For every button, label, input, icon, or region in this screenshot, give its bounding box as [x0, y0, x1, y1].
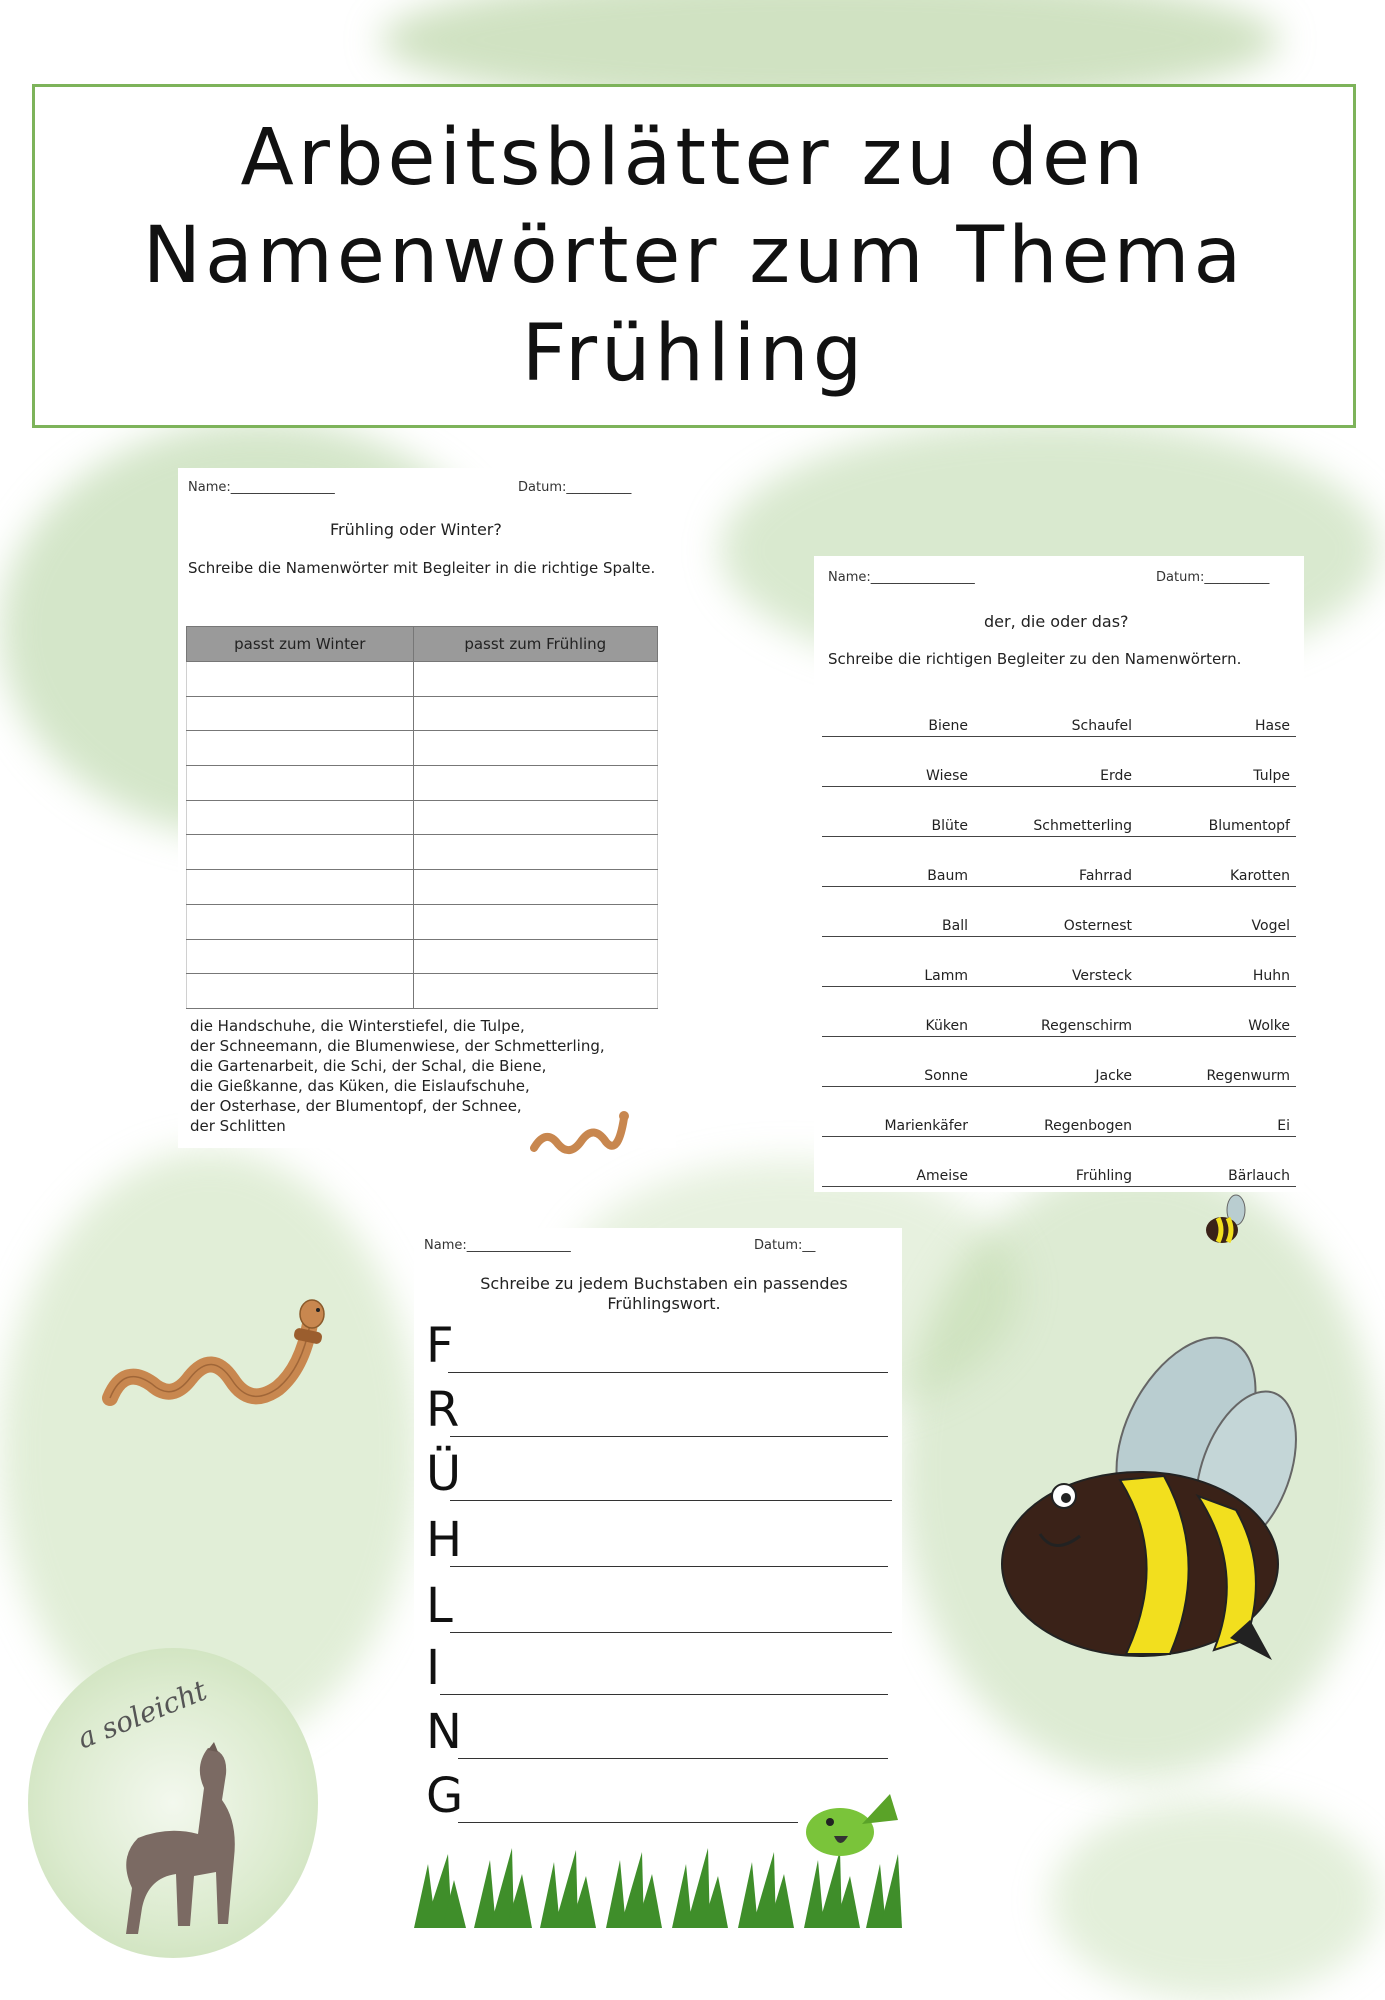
title-line-2: Namenwörter zum Thema: [142, 211, 1246, 301]
writing-line[interactable]: [458, 1758, 888, 1759]
worm-illustration: [96, 1294, 346, 1426]
word-list-line: die Gießkanne, das Küken, die Eislaufschuhe,: [190, 1077, 530, 1095]
name-label: Name:________________: [828, 570, 975, 585]
writing-line[interactable]: [450, 1566, 888, 1567]
title-line-1: Arbeitsblätter zu den: [240, 113, 1148, 203]
writing-line[interactable]: [450, 1632, 892, 1633]
acrostic-letter: H: [426, 1512, 463, 1568]
table-row: [187, 904, 658, 939]
table-row: [187, 835, 658, 870]
date-label: Datum:__________: [1156, 570, 1270, 585]
word-list-line: der Schlitten: [190, 1117, 286, 1135]
article-row: Küken Regenschirm Wolke: [822, 1016, 1296, 1037]
table-row: [187, 662, 658, 697]
writing-line[interactable]: [458, 1822, 798, 1823]
writing-line[interactable]: [448, 1372, 888, 1373]
logo-badge: [28, 1648, 318, 1958]
name-label: Name:________________: [424, 1238, 571, 1253]
table-row: [187, 800, 658, 835]
table-row: [187, 870, 658, 905]
article-row: Sonne Jacke Regenwurm: [822, 1066, 1296, 1087]
acrostic-letter: G: [426, 1768, 464, 1824]
writing-line[interactable]: [450, 1500, 892, 1501]
sort-table: [186, 626, 658, 1009]
acrostic-letter: F: [426, 1318, 454, 1374]
table-row: [187, 974, 658, 1009]
writing-line[interactable]: [450, 1436, 888, 1437]
word-list-line: der Osterhase, der Blumentopf, der Schnee,: [190, 1097, 522, 1115]
table-row: [187, 696, 658, 731]
sheet-instruction: Schreibe die richtigen Begleiter zu den Namenwörtern.: [828, 650, 1242, 668]
table-row: [187, 731, 658, 766]
acrostic-letter: I: [426, 1640, 441, 1696]
table-row: [187, 939, 658, 974]
date-label: Datum:__________: [518, 480, 632, 495]
acrostic-letter: L: [426, 1578, 453, 1634]
sheet-instruction: [434, 1274, 894, 1314]
word-list-line: der Schneemann, die Blumenwiese, der Schmetterling,: [190, 1037, 605, 1055]
column-header-winter: passt zum Winter: [187, 627, 414, 662]
bird-illustration: [794, 1784, 904, 1864]
small-bee-illustration: [1204, 1192, 1256, 1250]
word-list-line: die Gartenarbeit, die Schi, der Schal, die Biene,: [190, 1057, 547, 1075]
acrostic-letter: Ü: [426, 1446, 462, 1502]
column-header-spring: passt zum Frühling: [413, 627, 657, 662]
article-row: Biene Schaufel Hase: [822, 716, 1296, 737]
acrostic-letter: N: [426, 1704, 462, 1760]
word-list-line: die Handschuhe, die Winterstiefel, die Tulpe,: [190, 1017, 525, 1035]
name-label: Name:________________: [188, 480, 335, 495]
title-line-3: Frühling: [521, 309, 867, 399]
writing-line[interactable]: [440, 1694, 888, 1695]
instruction-line: Frühlingswort.: [607, 1294, 721, 1313]
bee-illustration: [1000, 1320, 1320, 1670]
article-row: Marienkäfer Regenbogen Ei: [822, 1116, 1296, 1137]
logo-text: a soleicht: [72, 1673, 212, 1756]
instruction-line: Schreibe zu jedem Buchstaben ein passendes: [480, 1274, 848, 1293]
title-box: [32, 84, 1356, 428]
article-row: Ball Osternest Vogel: [822, 916, 1296, 937]
worksheet-spring-or-winter: [178, 468, 676, 1148]
alpaca-illustration: [98, 1738, 248, 1938]
watercolor-wash: [1050, 1800, 1380, 2000]
article-row: Wiese Erde Tulpe: [822, 766, 1296, 787]
table-row: [187, 766, 658, 801]
worksheet-acrostic: [414, 1228, 902, 1928]
date-label: Datum:__: [754, 1238, 816, 1253]
article-row: Ameise Frühling Bärlauch: [822, 1166, 1296, 1187]
article-row: Baum Fahrrad Karotten: [822, 866, 1296, 887]
article-row: Lamm Versteck Huhn: [822, 966, 1296, 987]
sheet-instruction: Schreibe die Namenwörter mit Begleiter in die richtige Spalte.: [188, 559, 656, 577]
acrostic-letter: R: [426, 1382, 460, 1438]
article-row: Blüte Schmetterling Blumentopf: [822, 816, 1296, 837]
sheet-heading: der, die oder das?: [984, 612, 1129, 631]
sheet-heading: Frühling oder Winter?: [330, 520, 502, 539]
small-worm-illustration: [528, 1108, 638, 1158]
worksheet-articles: [814, 556, 1304, 1192]
